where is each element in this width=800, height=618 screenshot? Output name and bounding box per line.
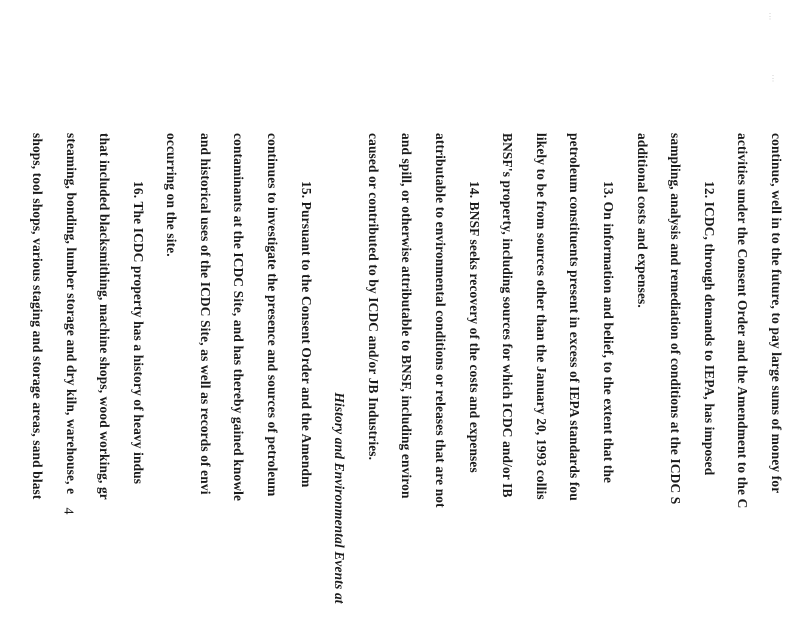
scan-artifact: ⋮ [766, 12, 774, 21]
text-line: contaminants at the ICDC Site, and has thereby gained knowle [231, 133, 247, 502]
text-line: that included blacksmithing, machine shops, wood working, gr [97, 133, 113, 500]
page-number: 4 [60, 507, 76, 515]
text-line: shops, tool shops, various staging and storage areas, sand blast [29, 133, 45, 500]
text-line: and spill, or otherwise attributable to BNSF, including environ [399, 133, 415, 499]
rotated-body-text [20, 133, 793, 618]
text-line: occurring on the site. [164, 133, 180, 257]
text-line: steaming, bonding, lumber storage and dry kiln, warehouse, e [63, 133, 79, 495]
text-line: additional costs and expenses. [634, 133, 650, 308]
text-line: attributable to environmental conditions or releases that are not [433, 133, 449, 508]
text-line: continue, well in to the future, to pay large sums of money for [769, 133, 784, 494]
text-line: activities under the Consent Order and the Amendment to the C [735, 133, 751, 509]
section-heading: History and Environmental Events at [332, 392, 348, 604]
text-line: 14. BNSF seeks recovery of the costs and expenses [466, 181, 482, 473]
text-line: BNSF's property, including sources for which ICDC and/or IB [500, 133, 516, 498]
text-line: 16. The ICDC property has a history of heavy indus [130, 181, 146, 485]
text-line: likely to be from sources other than the January 20, 1993 collis [533, 133, 549, 500]
text-line: caused or contributed to by ICDC and/or JB Industries. [365, 133, 381, 461]
text-line: and historical uses of the ICDC Site, as well as records of envi [197, 133, 213, 495]
text-line: 12. ICDC, through demands to IEPA, has imposed [701, 181, 717, 476]
text-line: 13. On information and belief, to the extent that the [601, 181, 617, 484]
text-line: sampling, analysis and remediation of conditions at the ICDC S [668, 133, 684, 505]
text-line: petroleum constituents present in excess of IEPA standards fou [567, 133, 583, 501]
text-line: 15. Pursuant to the Consent Order and the Amendm [298, 181, 314, 488]
scan-artifact: ⋮ [769, 74, 777, 83]
text-line: continues to investigate the presence and sources of petroleum [265, 133, 281, 497]
